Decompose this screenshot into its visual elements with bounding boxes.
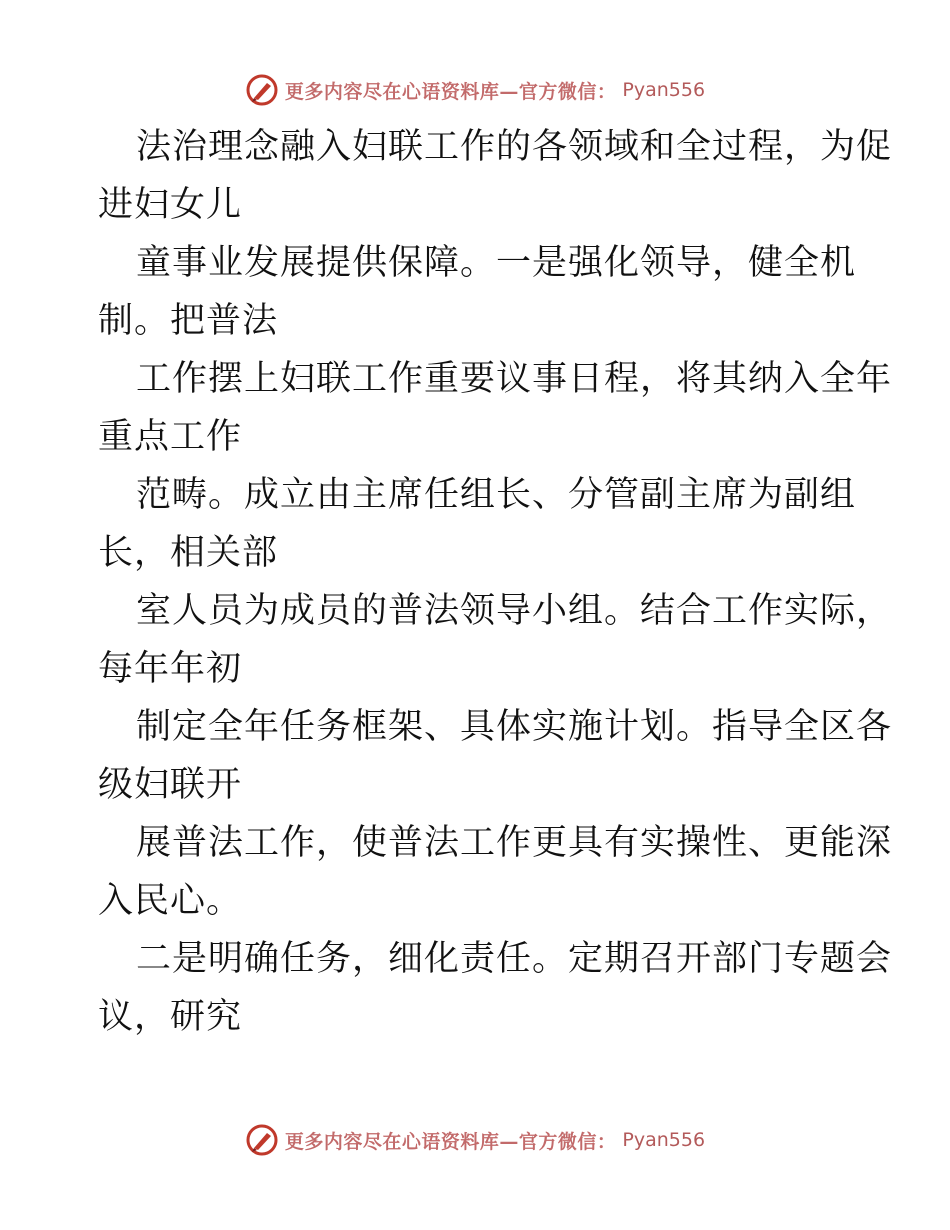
watermark-wechat-id: Pyan556: [622, 79, 706, 101]
text-line: 法治理念融入妇联工作的各领域和全过程，为促: [136, 127, 893, 167]
text-line: 室人员为成员的普法领导小组。结合工作实际，: [136, 591, 893, 631]
text-line: 工作摆上妇联工作重要议事日程，将其纳入全年: [136, 359, 893, 399]
text-line: 制定全年任务框架、具体实施计划。指导全区各: [136, 707, 893, 747]
header-watermark: [0, 70, 950, 110]
text-line: 长，相关部: [98, 533, 279, 573]
text-line: 制。把普法: [98, 301, 279, 341]
text-line: 二是明确任务，细化责任。定期召开部门专题会: [136, 939, 893, 979]
document-body: [98, 118, 893, 1046]
watermark-wechat-id: Pyan556: [622, 1129, 706, 1151]
watermark-text: 更多内容尽在心语资料库—官方微信：: [284, 80, 617, 103]
text-line: 每年年初: [98, 649, 243, 689]
text-line: 范畴。成立由主席任组长、分管副主席为副组: [136, 475, 857, 515]
text-line: 议，研究: [98, 997, 243, 1037]
pen-seal-logo-icon: [245, 1123, 279, 1157]
text-line: 展普法工作，使普法工作更具有实操性、更能深: [136, 823, 893, 863]
text-line: 级妇联开: [98, 765, 243, 805]
pen-seal-logo-icon: [245, 73, 279, 107]
text-line: 重点工作: [98, 417, 243, 457]
text-line: 童事业发展提供保障。一是强化领导，健全机: [136, 243, 857, 283]
text-line: 入民心。: [98, 881, 243, 921]
watermark-text: 更多内容尽在心语资料库—官方微信：: [284, 1130, 617, 1153]
footer-watermark: [0, 1120, 950, 1160]
text-line: 进妇女儿: [98, 185, 243, 225]
